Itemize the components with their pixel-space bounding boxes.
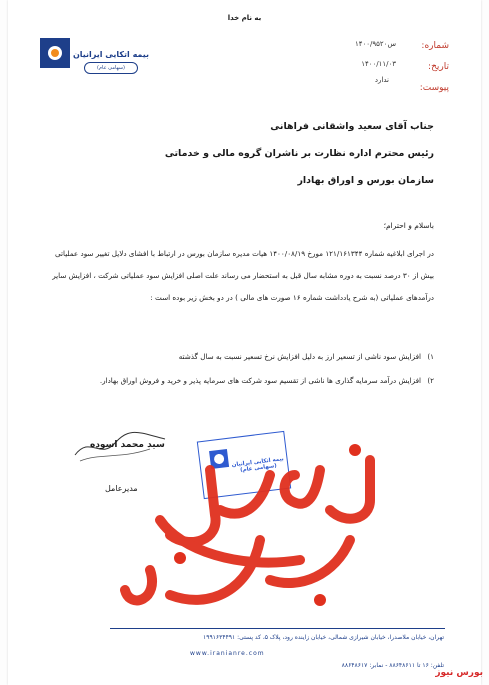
recipient-line-3: سازمان بورس و اوراق بهادار	[297, 175, 434, 186]
footer-phones: تلفن: ۱۶ تا ۸۸۶۴۸۶۱۱ - نمابر: ۸۸۶۴۸۶۱۷	[341, 662, 444, 669]
brand-tag: بورس نیوز	[435, 668, 483, 678]
stamp-text: بیمه اتکایی ایرانیان (سهامی عام)	[231, 456, 285, 474]
date-value: ۱۴۰۰/۱۱/۰۳	[361, 60, 396, 68]
footer-divider	[110, 628, 445, 629]
signer-name: سید محمد اسوده	[90, 440, 165, 450]
list-item-number: ۱)	[427, 352, 434, 361]
recipient-line-1: جناب آقای سعید واشقانی فراهانی	[270, 121, 434, 132]
logo-subtitle: (سهامی عام)	[84, 62, 138, 74]
footer-address: تهران، خیابان ملاصدرا، خیابان شیرازی شمالی، خیابان زاینده رود، پلاک ۵، کد پستی: ۱۹۹۱۶۳۴۴۹۱	[203, 634, 444, 641]
greeting: باسلام و احترام؛	[383, 221, 434, 230]
list-item-number: ۲)	[427, 376, 434, 385]
recipient-line-2: رئیس محترم اداره نظارت بر ناشران گروه مالی و خدماتی	[164, 148, 434, 159]
list-item	[44, 352, 434, 361]
company-logo	[40, 38, 150, 84]
watermark-logo	[120, 440, 400, 620]
footer-website: www.iranianre.com	[190, 650, 265, 657]
signer-role: مدیرعامل	[105, 484, 138, 493]
basmala: به نام خدا	[227, 14, 262, 22]
attachment-value: ندارد	[374, 76, 389, 84]
number-value: ۱۴۰۰/۹۵۲۰س	[355, 40, 396, 48]
number-label: شماره:	[421, 41, 449, 51]
body-paragraph: در اجرای ابلاغیه شماره ۱۲۱/۱۶۱۳۴۴ مورخ ۱۴۰۰/۰۸/۱۹ هیات مدیره سازمان بورس در ارتباط با افشای دلایل تغییر سود عملیاتی بیش از ۳۰ درصد نسبت به دوره مشابه سال قبل به استحضار می رساند علت اصلی افزایش سود عملیاتی شرکت ، افزایش سایر درآمدهای عملیاتی (به شرح یادداشت شماره ۱۶ صورت های مالی ) در دو بخش زیر بوده است :	[52, 249, 434, 302]
list-item-text: افزایش سود ناشی از تسعیر ارز به دلیل افزایش نرخ تسعیر نسبت به سال گذشته	[178, 352, 422, 361]
list-item	[44, 376, 434, 385]
date-label: تاریخ:	[428, 62, 449, 72]
attachment-label: پیوست:	[419, 83, 449, 93]
list-item-text: افزایش درآمد سرمایه گذاری ها ناشی از تقسیم سود شرکت های سرمایه پذیر و خرید و فروش اوراق بهادار.	[99, 376, 422, 385]
logo-name: بیمه اتکایی ایرانیان	[72, 50, 150, 59]
logo-mark-icon	[40, 38, 70, 68]
